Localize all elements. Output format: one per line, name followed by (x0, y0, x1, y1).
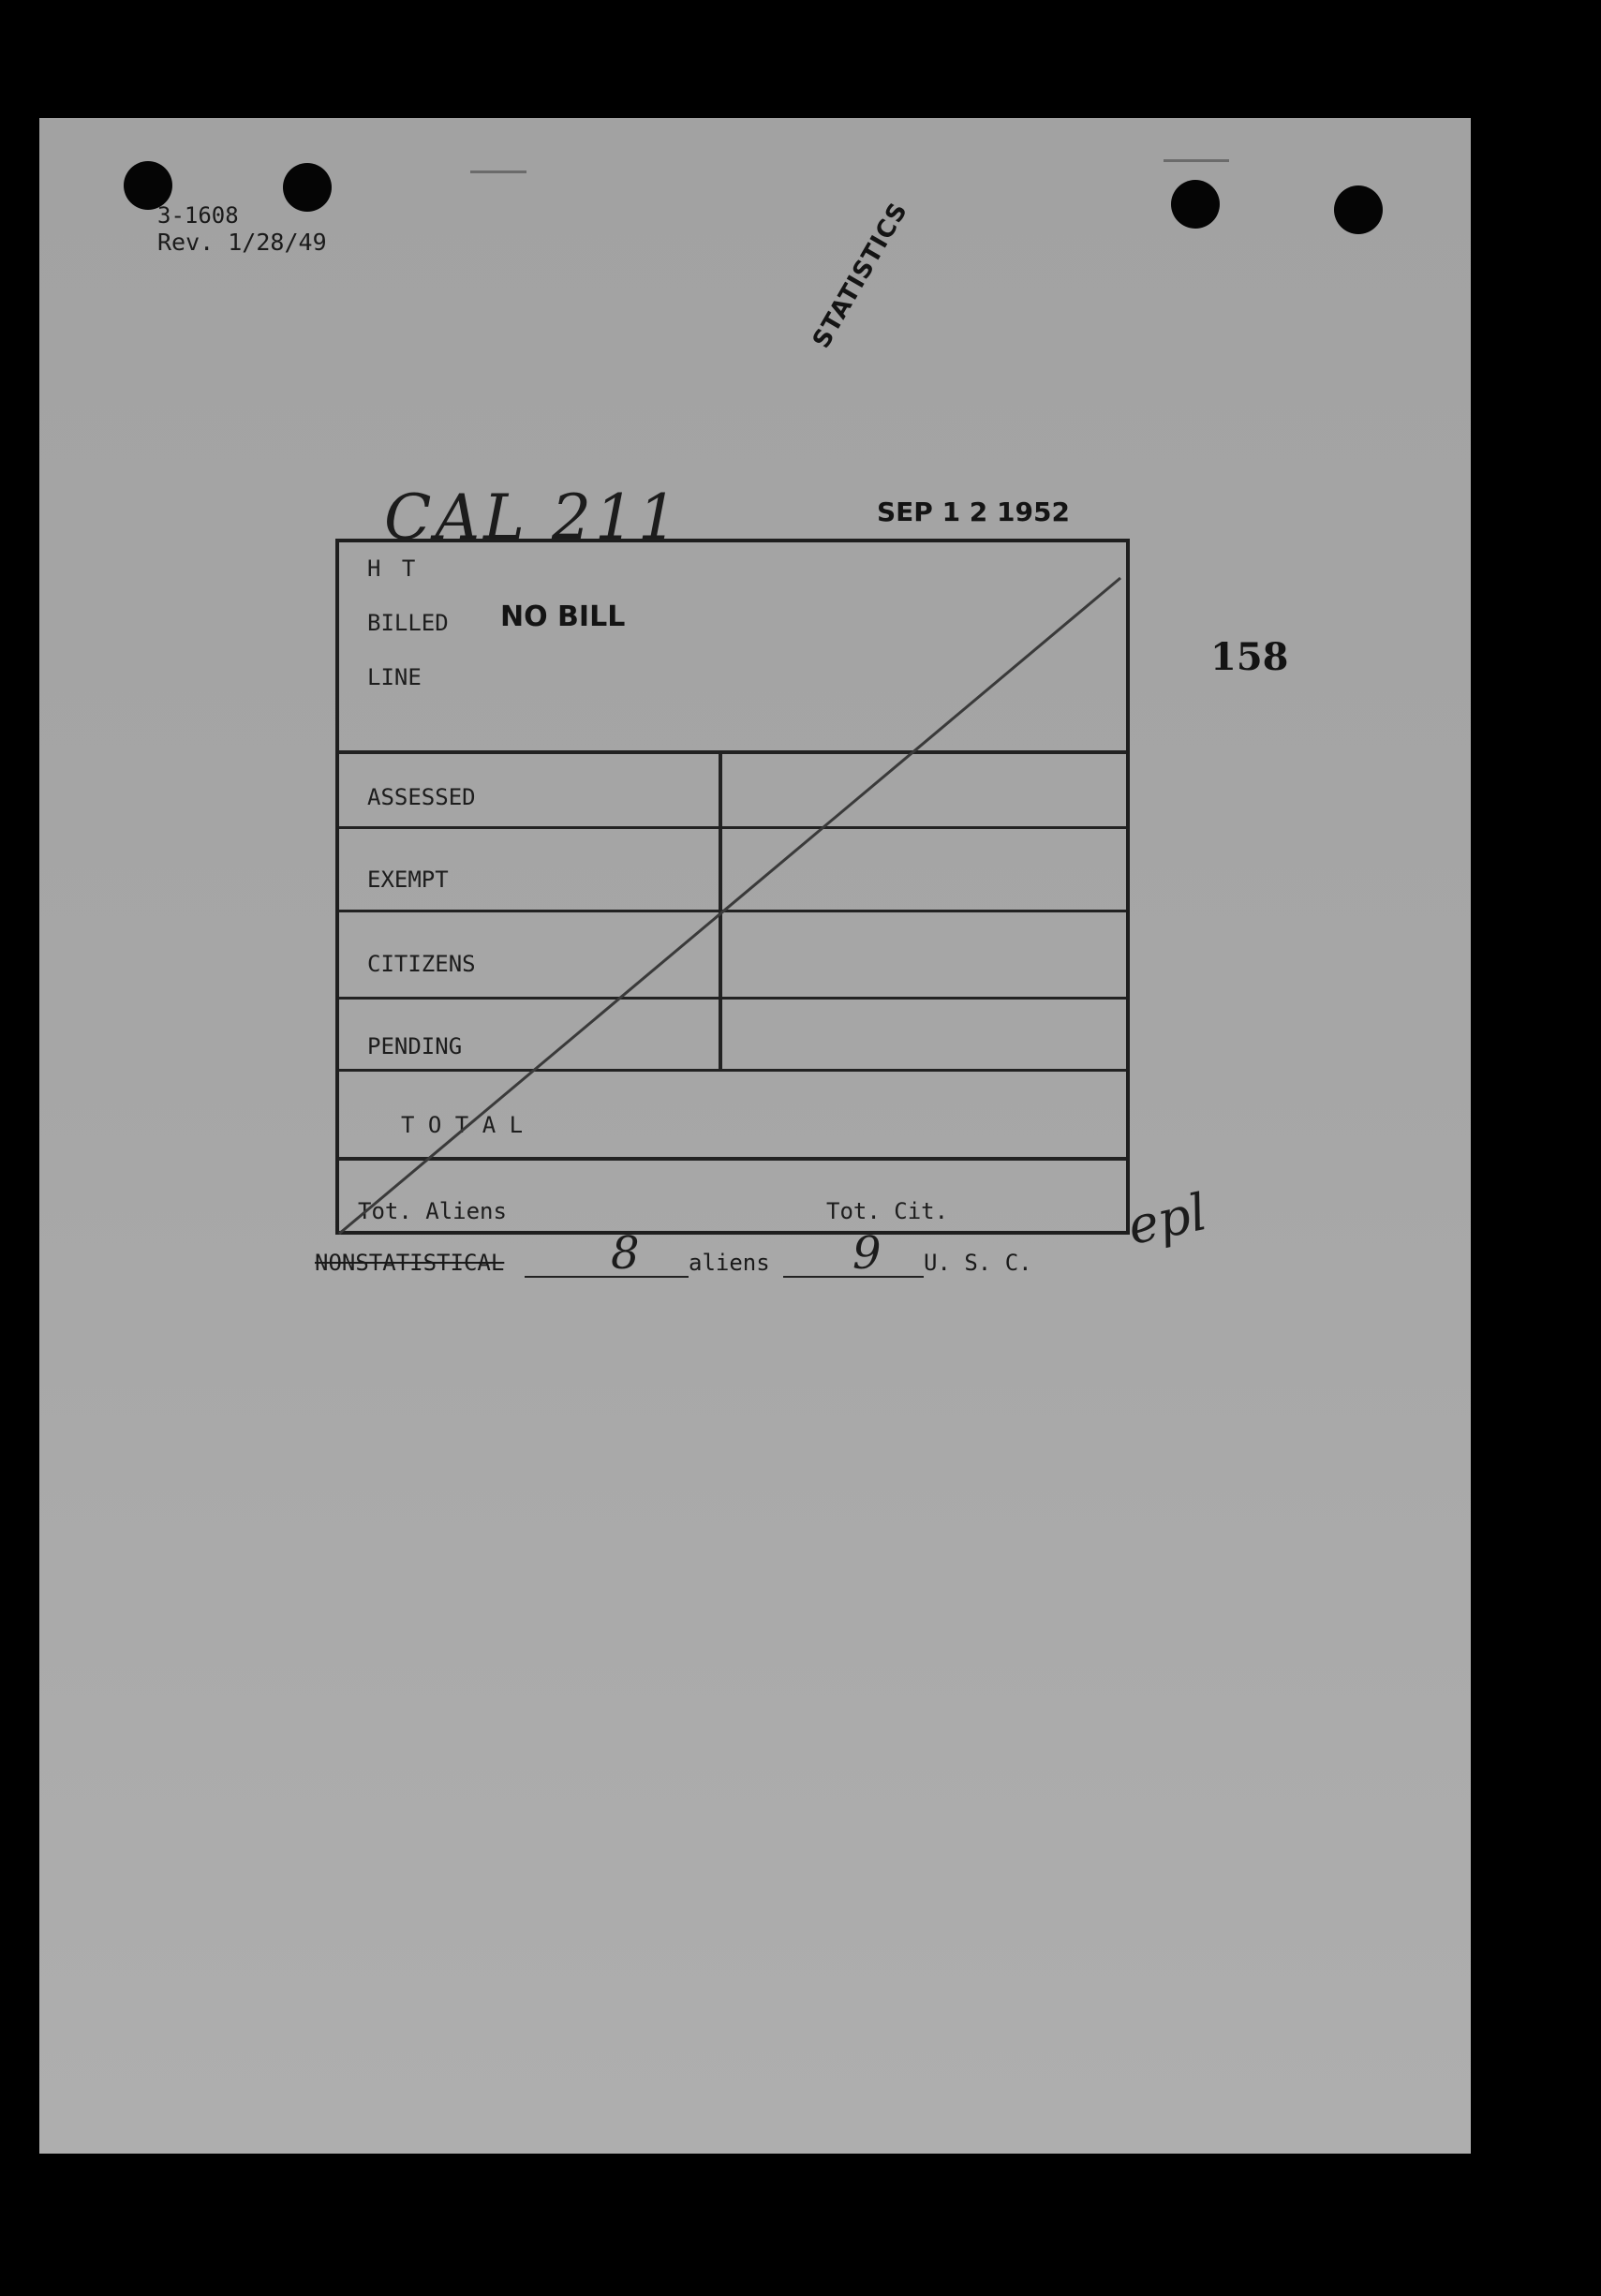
label-total: T O T A L (401, 1112, 524, 1138)
punch-hole-right-1 (1171, 180, 1220, 229)
label-billed: BILLED (367, 610, 449, 636)
aliens-count-handwritten: 8 (611, 1227, 640, 1280)
form-number: 3-1608 (157, 202, 239, 229)
page-number: 158 (1210, 635, 1289, 679)
punch-hole-right-2 (1334, 185, 1383, 234)
form-revision: Rev. 1/28/49 (157, 229, 327, 256)
label-assessed: ASSESSED (367, 784, 476, 810)
label-exempt: EXEMPT (367, 867, 449, 893)
punch-hole-left-2 (283, 163, 332, 212)
faint-mark (470, 170, 526, 173)
nonstatistical-label: NONSTATISTICAL (315, 1250, 505, 1276)
faint-mark (1164, 159, 1229, 162)
usc-label: U. S. C. (924, 1250, 1032, 1276)
initials-handwritten: epl (1122, 1181, 1212, 1257)
no-bill-stamp: NO BILL (500, 600, 626, 633)
file-code-handwritten: CAL 211 (384, 481, 681, 554)
aliens-blank (525, 1276, 689, 1278)
label-line: LINE (367, 664, 422, 690)
statistics-form-box (335, 539, 1130, 1235)
date-stamp: SEP 1 2 1952 (877, 496, 1070, 527)
label-ht: H T (367, 555, 420, 582)
label-citizens: CITIZENS (367, 951, 476, 977)
label-pending: PENDING (367, 1033, 463, 1059)
label-tot-cit: Tot. Cit. (826, 1198, 949, 1224)
statistics-stamp: STATISTICS (808, 197, 914, 353)
label-tot-aliens: Tot. Aliens (358, 1198, 507, 1224)
aliens-label: aliens (689, 1250, 770, 1276)
diagonal-strike-line (335, 539, 1130, 1235)
usc-count-handwritten: 9 (852, 1227, 882, 1280)
